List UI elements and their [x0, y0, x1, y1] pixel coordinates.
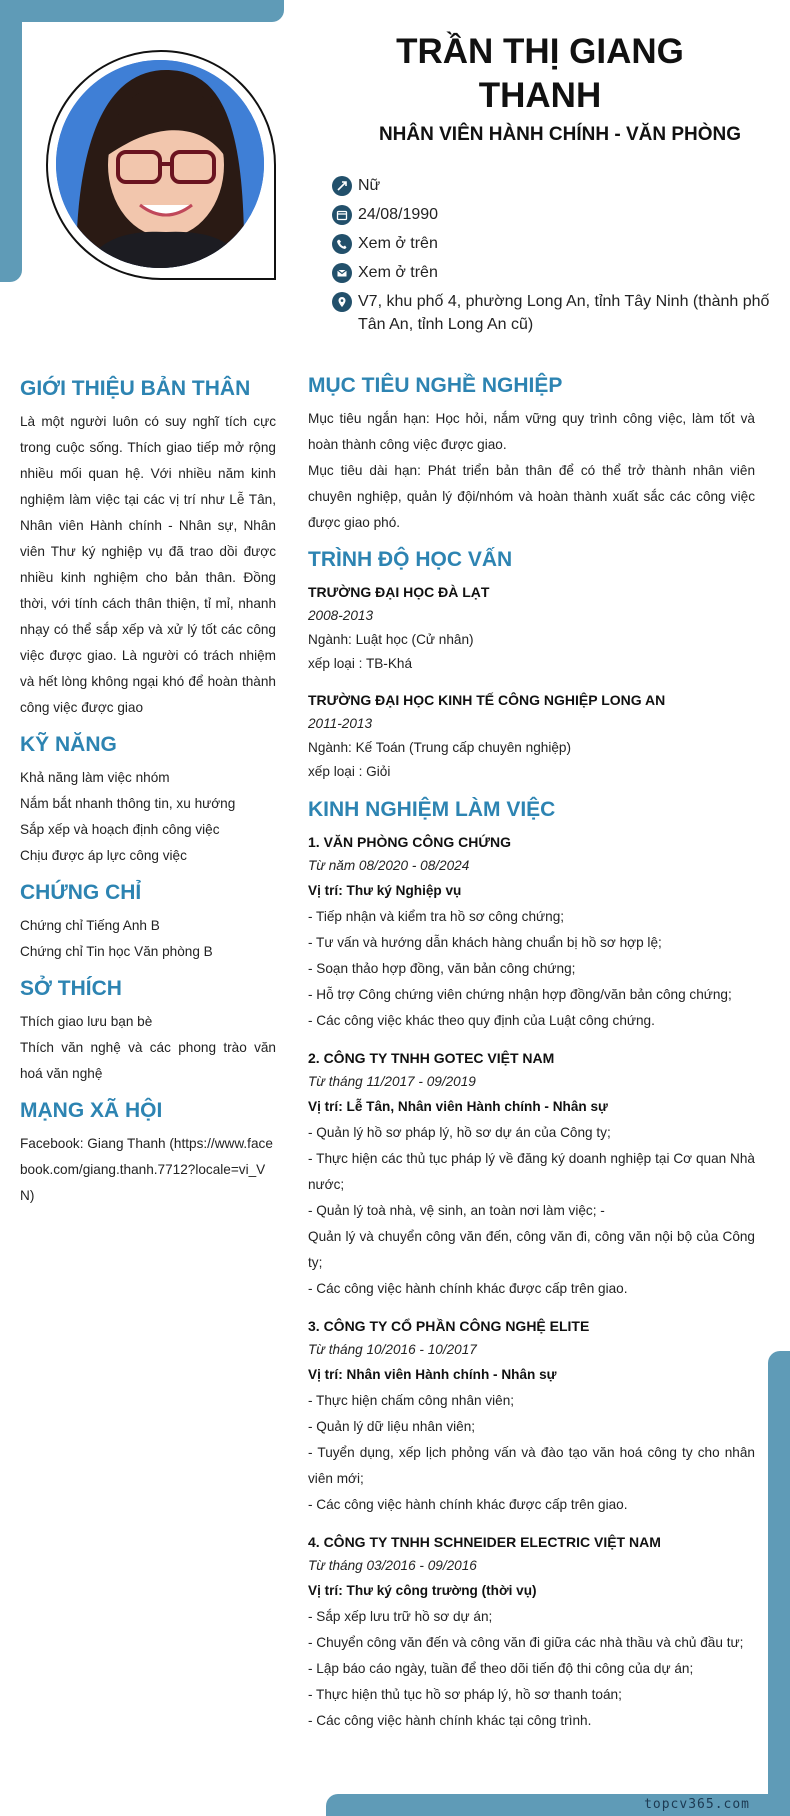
contact-email-text: Xem ở trên [358, 264, 438, 281]
phone-icon [332, 234, 352, 254]
job-duty: - Soạn thảo hợp đồng, văn bản công chứng; [308, 961, 576, 976]
contact-gender [332, 174, 772, 197]
social-facebook-link[interactable]: Facebook: Giang Thanh (https://www.facebook.com/giang.thanh.7712?locale=vi_VN) [20, 1136, 273, 1203]
hobby-item: Thích giao lưu bạn bè [20, 1014, 153, 1029]
experience-heading: KINH NGHIỆM LÀM VIỆC [308, 798, 556, 821]
job-period: Từ tháng 03/2016 - 09/2016 [308, 1558, 477, 1573]
experience-entry [308, 1530, 755, 1734]
job-period: Từ năm 08/2020 - 08/2024 [308, 858, 470, 873]
job-duty: Quản lý và chuyển công văn đến, công văn đi, công văn nội bộ của Công ty; [308, 1229, 755, 1270]
education-entry [308, 688, 755, 784]
hobbies-heading: SỞ THÍCH [20, 977, 122, 1000]
contact-gender-text: Nữ [358, 177, 381, 194]
email-icon [332, 263, 352, 283]
job-duty: - Tuyển dụng, xếp lịch phỏng vấn và đào tạo văn hoá công ty cho nhân viên mới; [308, 1445, 755, 1486]
education-heading: TRÌNH ĐỘ HỌC VẤN [308, 548, 513, 571]
school-name: TRƯỜNG ĐẠI HỌC KINH TẾ CÔNG NGHIỆP LONG AN [308, 692, 666, 708]
social-section [20, 1097, 276, 1209]
objective-heading: MỤC TIÊU NGHỀ NGHIỆP [308, 374, 563, 397]
experience-entry [308, 830, 755, 1034]
job-duty: - Các công việc hành chính khác tại công trình. [308, 1713, 592, 1728]
experience-section [308, 796, 755, 1734]
education-major: Ngành: Kế Toán (Trung cấp chuyên nghiệp) [308, 740, 571, 755]
job-duty: - Quản lý toà nhà, vệ sinh, an toàn nơi làm việc; - [308, 1203, 605, 1218]
contact-list [332, 174, 772, 342]
job-duty: - Sắp xếp lưu trữ hồ sơ dự án; [308, 1609, 493, 1624]
objective-section [308, 372, 755, 536]
skill-item: Chịu được áp lực công việc [20, 848, 187, 863]
contact-email [332, 261, 772, 284]
about-heading: GIỚI THIỆU BẢN THÂN [20, 377, 251, 400]
about-section [20, 375, 276, 721]
job-duty: - Các công việc hành chính khác được cấp trên giao. [308, 1497, 628, 1512]
avatar-photo [56, 60, 264, 268]
job-position: Vị trí: Lễ Tân, Nhân viên Hành chính - Nhân sự [308, 1099, 608, 1114]
school-name: TRƯỜNG ĐẠI HỌC ĐÀ LẠT [308, 584, 490, 600]
skills-heading: KỸ NĂNG [20, 733, 117, 756]
location-icon [332, 292, 352, 312]
job-duty: - Các công việc khác theo quy định của Luật công chứng. [308, 1013, 655, 1028]
job-duty: - Hỗ trợ Công chứng viên chứng nhận hợp đồng/văn bản công chứng; [308, 987, 732, 1002]
contact-phone [332, 232, 772, 255]
education-entry [308, 580, 755, 676]
job-position: Vị trí: Nhân viên Hành chính - Nhân sự [308, 1367, 557, 1382]
job-position: Vị trí: Thư ký công trường (thời vụ) [308, 1583, 537, 1598]
job-duty: - Thực hiện các thủ tục pháp lý về đăng ký doanh nghiệp tại Cơ quan Nhà nước; [308, 1151, 755, 1192]
education-period: 2011-2013 [308, 716, 372, 731]
watermark-text: topcv365.com [644, 1797, 750, 1812]
job-duty: - Tiếp nhận và kiểm tra hồ sơ công chứng; [308, 909, 565, 924]
job-duty: - Thực hiện chấm công nhân viên; [308, 1393, 515, 1408]
skill-item: Sắp xếp và hoạch định công việc [20, 822, 220, 837]
job-duty: - Quản lý dữ liệu nhân viên; [308, 1419, 476, 1434]
job-title: NHÂN VIÊN HÀNH CHÍNH - VĂN PHÒNG [378, 124, 742, 145]
candidate-name: TRẦN THỊ GIANG THANH [396, 32, 684, 115]
experience-entry [308, 1314, 755, 1518]
job-duty: - Chuyển công văn đến và công văn đi giữa các nhà thầu và chủ đầu tư; [308, 1635, 744, 1650]
certificate-item: Chứng chỉ Tin học Văn phòng B [20, 944, 213, 959]
objective-long: Mục tiêu dài hạn: Phát triển bản thân để có thể trở thành nhân viên chuyên nghiệp, quản lý đội/nhóm và hoàn thành xuất sắc các công việc được giao phó. [308, 463, 755, 530]
decorative-bar-left [0, 0, 22, 282]
contact-phone-text: Xem ở trên [358, 235, 438, 252]
contact-address [332, 290, 772, 336]
job-duty: - Các công việc hành chính khác được cấp trên giao. [308, 1281, 628, 1296]
contact-birthday [332, 203, 772, 226]
gender-icon [332, 176, 352, 196]
education-grade: xếp loại : TB-Khá [308, 656, 413, 671]
company-name: 2. CÔNG TY TNHH GOTEC VIỆT NAM [308, 1050, 555, 1066]
skill-item: Khả năng làm việc nhóm [20, 770, 170, 785]
contact-address-text: V7, khu phố 4, phường Long An, tỉnh Tây Ninh (thành phố Tân An, tỉnh Long An cũ) [358, 293, 770, 333]
job-duty: - Quản lý hồ sơ pháp lý, hồ sơ dự án của Công ty; [308, 1125, 611, 1140]
job-duty: - Lập báo cáo ngày, tuần để theo dõi tiến độ thi công của dự án; [308, 1661, 694, 1676]
company-name: 1. VĂN PHÒNG CÔNG CHỨNG [308, 834, 511, 850]
certificates-section [20, 879, 276, 965]
right-column [308, 372, 755, 1746]
hobbies-section [20, 975, 276, 1087]
social-heading: MẠNG XÃ HỘI [20, 1099, 163, 1122]
left-column [20, 375, 276, 1219]
about-text: Là một người luôn có suy nghĩ tích cực trong cuộc sống. Thích giao tiếp mở rộng nhiều mối quan hệ. Với nhiều năm kinh nghiệm làm việc tại các vị trí như Lễ Tân, Nhân viên Hành chính - Nhân sự, Nhân viên Thư ký nghiệp vụ đã trao dồi được nhiều kinh nghiệm cho bản thân. Đồng thời, với tính cách thân thiện, tỉ mỉ, nhanh nhạy có thể sắp xếp và xử lý tốt các công việc được giao. Là người có trách nhiệm và hết lòng không ngại khó để hoàn thành công việc được giao [20, 414, 276, 715]
hobby-item: Thích văn nghệ và các phong trào văn hoá văn nghệ [20, 1040, 276, 1081]
education-grade: xếp loại : Giỏi [308, 764, 391, 779]
education-section [308, 546, 755, 784]
job-duty: - Thực hiện thủ tục hồ sơ pháp lý, hồ sơ thanh toán; [308, 1687, 622, 1702]
education-period: 2008-2013 [308, 608, 374, 623]
decorative-bar-right [768, 1351, 790, 1816]
company-name: 4. CÔNG TY TNHH SCHNEIDER ELECTRIC VIỆT NAM [308, 1534, 661, 1550]
decorative-bar-top [0, 0, 284, 22]
certificate-item: Chứng chỉ Tiếng Anh B [20, 918, 160, 933]
skills-section [20, 731, 276, 869]
job-position: Vị trí: Thư ký Nghiệp vụ [308, 883, 462, 898]
job-duty: - Tư vấn và hướng dẫn khách hàng chuẩn bị hồ sơ hợp lệ; [308, 935, 662, 950]
objective-short: Mục tiêu ngắn hạn: Học hỏi, nắm vững quy trình công việc, làm tốt và hoàn thành công việc được giao. [308, 411, 755, 452]
job-period: Từ tháng 10/2016 - 10/2017 [308, 1342, 477, 1357]
certificates-heading: CHỨNG CHỈ [20, 881, 142, 904]
calendar-icon [332, 205, 352, 225]
skill-item: Nắm bắt nhanh thông tin, xu hướng [20, 796, 236, 811]
company-name: 3. CÔNG TY CỔ PHẦN CÔNG NGHỆ ELITE [308, 1318, 590, 1334]
education-major: Ngành: Luật học (Cử nhân) [308, 632, 474, 647]
job-period: Từ tháng 11/2017 - 09/2019 [308, 1074, 476, 1089]
experience-entry [308, 1046, 755, 1302]
contact-birthday-text: 24/08/1990 [358, 206, 439, 223]
avatar [56, 60, 264, 268]
